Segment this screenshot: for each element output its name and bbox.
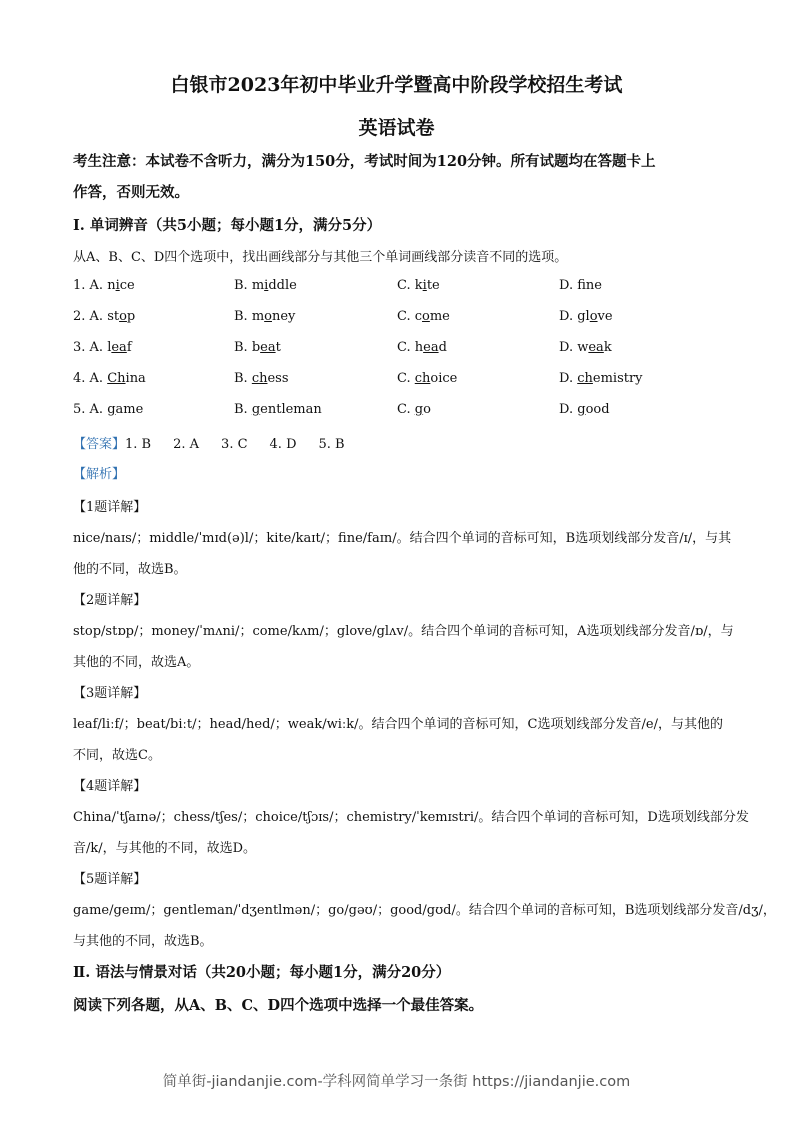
detail-5-line-1: game/geɪm/；gentleman/ˈdʒentlmən/；go/gəʊ/；good/gʊd/。结合四个单词的音标可知，B选项划线部分发音/dʒ/， (73, 903, 776, 918)
underlined-letters: g (107, 402, 116, 417)
q4-option-a (73, 371, 146, 386)
footer-watermark: 简单街-jiandanjie.com-学科网简单学习一条街 https://jiandanjie.com (162, 1074, 631, 1090)
underlined-letters: Ch (107, 371, 126, 386)
option-text: C. (397, 402, 415, 417)
section2-instruction: 阅读下列各题，从A、B、C、D四个选项中选择一个最佳答案。 (73, 997, 484, 1014)
option-text: ney (271, 309, 296, 324)
detail-5-label: 【5题详解】 (73, 872, 147, 887)
option-text: d (438, 340, 447, 355)
q2-option-c (397, 309, 450, 324)
option-text: C. (397, 371, 415, 386)
q1-option-d (559, 278, 602, 293)
option-text: emistry (592, 371, 643, 386)
detail-3-line-1: leaf/liːf/；beat/biːt/；head/hed/；weak/wiːk/。结合四个单词的音标可知，C选项划线部分发音/e/，与其他的 (73, 717, 723, 732)
underlined-letters: g (577, 402, 586, 417)
answer-row (73, 433, 733, 452)
detail-3-line-2: 不同，故选C。 (73, 748, 161, 763)
underlined-letters: o (264, 309, 272, 324)
option-text: D. w (559, 340, 589, 355)
q4-option-b (234, 371, 289, 386)
notice-line-2: 作答，否则无效。 (73, 184, 189, 201)
underlined-letters: ch (414, 371, 431, 386)
option-text: B. (234, 371, 252, 386)
q2-option-a (73, 309, 135, 324)
option-text: C. k (397, 278, 423, 293)
q3-option-b (234, 340, 281, 355)
underlined-letters: o (119, 309, 127, 324)
option-text: B. b (234, 340, 261, 355)
detail-1-line-1: nice/naɪs/；middle/ˈmɪd(ə)l/；kite/kaɪt/；fine/faɪn/。结合四个单词的音标可知，B选项划线部分发音/ɪ/，与其 (73, 531, 732, 546)
q1-option-b (234, 278, 297, 293)
option-text: ame (115, 402, 144, 417)
option-text: B. m (234, 278, 265, 293)
detail-2-line-1: stop/stɒp/；money/ˈmʌni/；come/kʌm/；glove/glʌv/。结合四个单词的音标可知，A选项划线部分发音/ɒ/，与 (73, 624, 734, 639)
detail-3-label: 【3题详解】 (73, 686, 147, 701)
answer-label: 【答案】 (73, 437, 126, 452)
section2-heading: Ⅱ. 语法与情景对话（共20小题；每小题1分，满分20分） (73, 964, 451, 981)
option-text: ce (119, 278, 135, 293)
q5-option-a (73, 402, 143, 417)
underlined-letters: g (414, 402, 424, 417)
q4-option-c (397, 371, 457, 386)
detail-2-line-2: 其他的不同，故选A。 (73, 655, 200, 670)
option-text: me (429, 309, 450, 324)
option-text: p (126, 309, 136, 324)
option-text: D. (559, 402, 578, 417)
q5-option-c (397, 402, 431, 417)
q3-option-d (559, 340, 612, 355)
section1-instruction: 从A、B、C、D四个选项中，找出画线部分与其他三个单词画线部分读音不同的选项。 (73, 250, 568, 265)
option-text: o (423, 402, 431, 417)
underlined-letters: i (264, 278, 269, 293)
detail-4-line-1: China/ˈtʃaɪnə/；chess/tʃes/；choice/tʃɔɪs/；chemistry/ˈkemɪstri/。结合四个单词的音标可知，D选项划线部分发 (73, 810, 749, 825)
section1-heading: Ⅰ. 单词辨音（共5小题；每小题1分，满分5分） (73, 217, 382, 234)
q2-option-b (234, 309, 295, 324)
detail-1-label: 【1题详解】 (73, 500, 147, 515)
detail-5-line-2: 与其他的不同，故选B。 (73, 934, 213, 949)
detail-4-label: 【4题详解】 (73, 779, 147, 794)
answer-4: 4. D (269, 437, 297, 452)
q5-option-d (559, 402, 610, 417)
underlined-letters: ea (423, 340, 439, 355)
underlined-letters: ch (251, 371, 268, 386)
option-text: C. h (397, 340, 424, 355)
option-text: 2. A. st (73, 309, 120, 324)
detail-1-line-2: 他的不同，故选B。 (73, 562, 187, 577)
q3-option-a (73, 340, 132, 355)
option-text: k (603, 340, 612, 355)
underlined-letters: ea (111, 340, 127, 355)
notice-line-1: 考生注意：本试卷不含听力，满分为150分，考试时间为120分钟。所有试题均在答题卡上 (73, 153, 656, 170)
option-text: ina (125, 371, 146, 386)
option-text: ve (597, 309, 613, 324)
underlined-letters: i (422, 278, 427, 293)
analysis-label: 【解析】 (73, 467, 126, 482)
detail-2-label: 【2题详解】 (73, 593, 147, 608)
q4-option-d (559, 371, 643, 386)
option-text: 3. A. l (73, 340, 112, 355)
answer-5: 5. B (318, 437, 345, 452)
option-text: ddle (268, 278, 297, 293)
underlined-letters: ch (577, 371, 593, 386)
option-text: C. c (397, 309, 423, 324)
option-text: 4. A. (73, 371, 108, 386)
underlined-letters: o (422, 309, 430, 324)
option-text: D. f (559, 278, 586, 293)
q1-option-a (73, 278, 135, 293)
underlined-letters: g (251, 402, 261, 417)
option-text: 5. A. (73, 402, 108, 417)
option-text: f (126, 340, 132, 355)
answer-2: 2. A (173, 437, 200, 452)
option-text: 1. A. n (73, 278, 116, 293)
q3-option-c (397, 340, 447, 355)
q1-option-c (397, 278, 440, 293)
option-text: D. (559, 371, 578, 386)
option-text: oice (430, 371, 458, 386)
detail-4-line-2: 音/k/，与其他的不同，故选D。 (73, 841, 257, 856)
option-text: t (275, 340, 281, 355)
option-text: ess (267, 371, 289, 386)
option-text: B. m (234, 309, 265, 324)
option-text: ne (585, 278, 602, 293)
option-text: te (426, 278, 440, 293)
option-text: ood (585, 402, 610, 417)
exam-title: 白银市2023年初中毕业升学暨高中阶段学校招生考试 (170, 74, 623, 96)
option-text: entleman (260, 402, 322, 417)
exam-subtitle: 英语试卷 (358, 117, 435, 139)
option-text: D. gl (559, 309, 590, 324)
underlined-letters: i (115, 278, 120, 293)
underlined-letters: ea (260, 340, 276, 355)
underlined-letters: ea (588, 340, 604, 355)
q5-option-b (234, 402, 322, 417)
underlined-letters: o (589, 309, 598, 324)
answer-1: 1. B (125, 437, 152, 452)
answer-3: 3. C (221, 437, 248, 452)
option-text: B. (234, 402, 252, 417)
q2-option-d (559, 309, 613, 324)
